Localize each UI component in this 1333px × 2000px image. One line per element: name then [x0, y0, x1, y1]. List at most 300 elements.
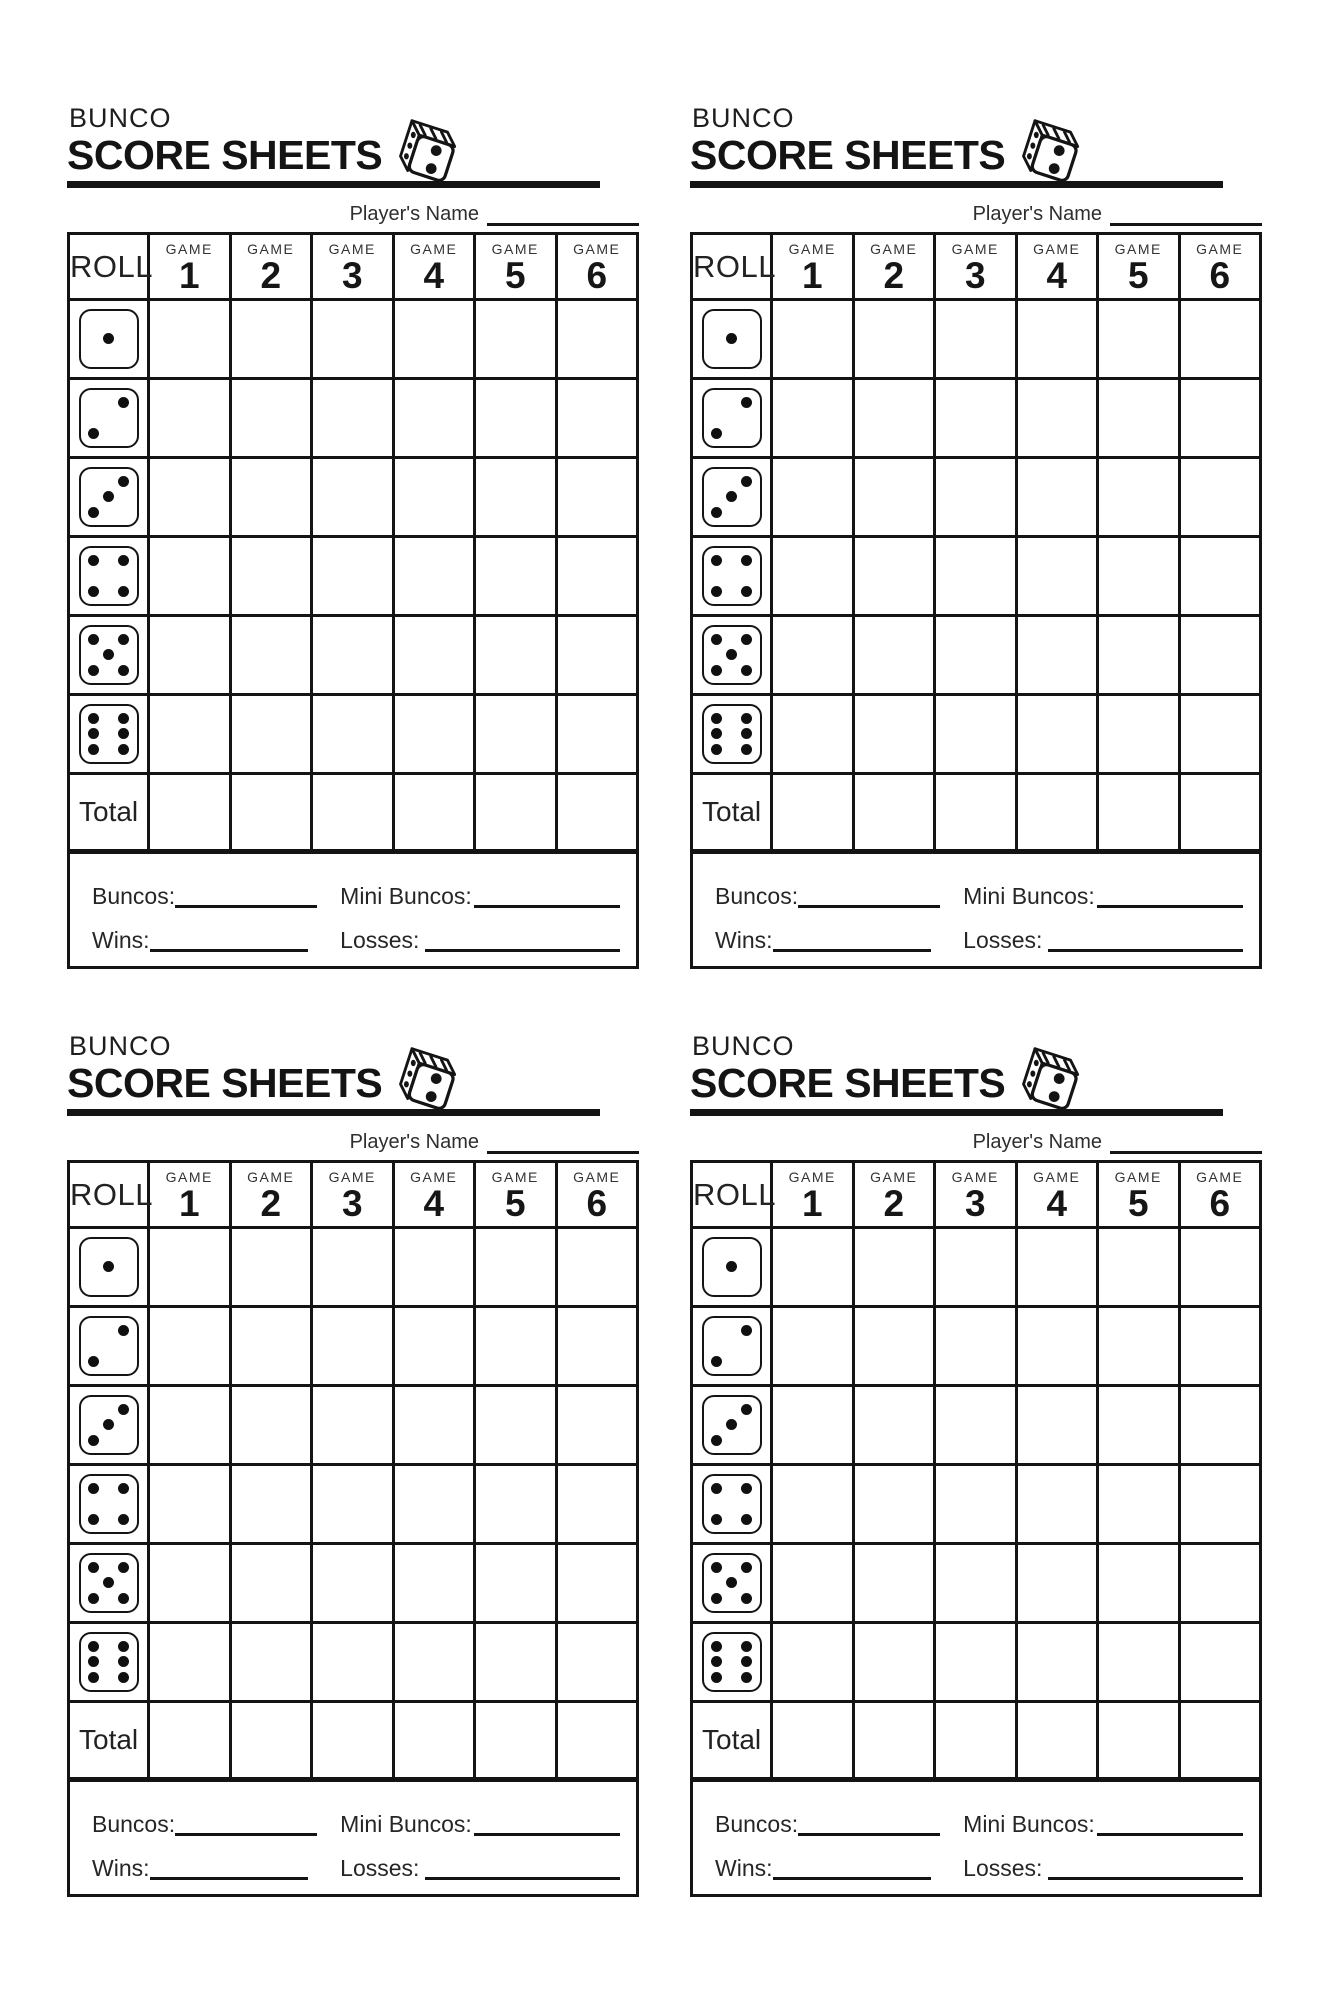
total-cell	[475, 774, 557, 851]
score-cell	[475, 1307, 557, 1386]
players-name-label: Player's Name	[972, 1131, 1102, 1153]
score-cell	[1179, 1465, 1261, 1544]
score-cell	[853, 1544, 935, 1623]
losses-blank-line	[425, 1865, 620, 1880]
score-cell	[556, 537, 638, 616]
die-face-3-icon	[69, 458, 149, 537]
sheet-header	[690, 1032, 1262, 1116]
score-cell	[935, 616, 1017, 695]
page-title: SCORE SHEETS	[67, 132, 383, 178]
score-table	[690, 1160, 1262, 1780]
score-cell	[149, 1544, 231, 1623]
roll-2-row	[69, 1307, 638, 1386]
score-table	[67, 232, 639, 852]
results-box	[690, 1779, 1262, 1897]
title-row	[67, 1060, 639, 1104]
mini-buncos-blank-line	[474, 893, 620, 908]
roll-2-row	[692, 379, 1261, 458]
score-cell	[1016, 616, 1098, 695]
score-table	[690, 232, 1262, 852]
players-name-row	[67, 1130, 639, 1154]
score-cell	[1098, 537, 1180, 616]
score-cell	[1016, 1307, 1098, 1386]
score-cell	[149, 1386, 231, 1465]
die-face-6-icon	[692, 695, 772, 774]
score-cell	[312, 1544, 394, 1623]
roll-5-row	[69, 616, 638, 695]
title-underline	[690, 181, 1223, 188]
score-sheet-top-right	[690, 104, 1262, 969]
results-box	[690, 851, 1262, 969]
score-cell	[1179, 616, 1261, 695]
page-title: SCORE SHEETS	[690, 1060, 1006, 1106]
losses-label: Losses:	[340, 1855, 420, 1882]
roll-1-row	[692, 300, 1261, 379]
losses-label: Losses:	[963, 1855, 1043, 1882]
score-cell	[1098, 695, 1180, 774]
players-name-label: Player's Name	[972, 203, 1102, 225]
total-cell	[149, 1702, 231, 1779]
score-cell	[853, 300, 935, 379]
roll-3-row	[69, 458, 638, 537]
game-5-header: GAME 5	[1098, 1162, 1180, 1228]
wins-label: Wins:	[715, 1855, 773, 1882]
score-cell	[935, 458, 1017, 537]
score-cell	[312, 300, 394, 379]
total-row	[692, 1702, 1261, 1779]
die-face-3-icon	[692, 1386, 772, 1465]
wins-blank-line	[150, 937, 308, 952]
roll-4-row	[692, 537, 1261, 616]
roll-3-row	[69, 1386, 638, 1465]
score-cell	[230, 1544, 312, 1623]
score-cell	[475, 1386, 557, 1465]
score-cell	[772, 1386, 854, 1465]
score-cell	[393, 1386, 475, 1465]
score-cell	[230, 1465, 312, 1544]
die-face-3-icon	[69, 1386, 149, 1465]
score-cell	[149, 1307, 231, 1386]
score-sheet-bottom-right	[690, 1032, 1262, 1897]
score-cell	[475, 616, 557, 695]
score-cell	[149, 458, 231, 537]
game-5-header: GAME 5	[475, 1162, 557, 1228]
game-6-header: GAME 6	[556, 1162, 638, 1228]
buncos-row	[715, 1797, 1243, 1837]
roll-3-row	[692, 458, 1261, 537]
wins-row	[715, 913, 1243, 953]
roll-5-row	[69, 1544, 638, 1623]
die-face-5-icon	[692, 1544, 772, 1623]
score-cell	[935, 300, 1017, 379]
wins-row	[92, 1841, 620, 1881]
score-cell	[230, 1228, 312, 1307]
score-cell	[772, 379, 854, 458]
score-cell	[393, 695, 475, 774]
score-cell	[853, 616, 935, 695]
buncos-blank-line	[175, 893, 317, 908]
die-face-1-icon	[692, 1228, 772, 1307]
score-cell	[230, 458, 312, 537]
total-cell	[393, 774, 475, 851]
players-name-row	[690, 1130, 1262, 1154]
score-cell	[772, 458, 854, 537]
roll-6-row	[692, 695, 1261, 774]
score-cell	[556, 379, 638, 458]
score-cell	[475, 695, 557, 774]
score-cell	[1098, 1307, 1180, 1386]
score-cell	[1098, 458, 1180, 537]
score-cell	[312, 379, 394, 458]
roll-5-row	[692, 1544, 1261, 1623]
score-cell	[230, 379, 312, 458]
score-cell	[230, 300, 312, 379]
score-cell	[1016, 379, 1098, 458]
score-cell	[1016, 1386, 1098, 1465]
score-cell	[1179, 1228, 1261, 1307]
tilted-die-icon	[1011, 114, 1083, 193]
total-cell	[1179, 1702, 1261, 1779]
mini-buncos-label: Mini Buncos:	[963, 1810, 1095, 1837]
title-underline	[690, 1109, 1223, 1116]
score-cell	[1016, 537, 1098, 616]
title-underline	[67, 181, 600, 188]
score-cell	[772, 616, 854, 695]
score-cell	[853, 1623, 935, 1702]
score-cell	[312, 1623, 394, 1702]
die-face-6-icon	[69, 1623, 149, 1702]
score-cell	[312, 695, 394, 774]
score-cell	[935, 379, 1017, 458]
score-cell	[1098, 616, 1180, 695]
score-cell	[853, 1228, 935, 1307]
total-cell	[312, 1702, 394, 1779]
score-cell	[1016, 458, 1098, 537]
game-4-header: GAME 4	[1016, 1162, 1098, 1228]
game-1-header: GAME 1	[772, 234, 854, 300]
score-cell	[1098, 1465, 1180, 1544]
die-face-4-icon	[692, 1465, 772, 1544]
score-cell	[475, 537, 557, 616]
score-cell	[1098, 1386, 1180, 1465]
score-cell	[475, 1228, 557, 1307]
die-face-2-icon	[69, 1307, 149, 1386]
table-header-row	[69, 1162, 638, 1228]
game-1-header: GAME 1	[149, 1162, 231, 1228]
score-cell	[393, 537, 475, 616]
score-cell	[1179, 695, 1261, 774]
score-cell	[393, 616, 475, 695]
mini-buncos-label: Mini Buncos:	[340, 1810, 472, 1837]
score-cell	[1179, 1623, 1261, 1702]
game-2-header: GAME 2	[853, 1162, 935, 1228]
buncos-row	[92, 1797, 620, 1837]
score-cell	[1179, 537, 1261, 616]
score-cell	[772, 1228, 854, 1307]
score-cell	[1179, 1544, 1261, 1623]
score-cell	[772, 1465, 854, 1544]
score-cell	[935, 1386, 1017, 1465]
wins-label: Wins:	[715, 927, 773, 954]
score-cell	[312, 1228, 394, 1307]
score-cell	[556, 1307, 638, 1386]
game-2-header: GAME 2	[230, 1162, 312, 1228]
die-face-2-icon	[692, 1307, 772, 1386]
total-cell	[475, 1702, 557, 1779]
score-cell	[935, 1307, 1017, 1386]
roll-6-row	[692, 1623, 1261, 1702]
results-box	[67, 1779, 639, 1897]
score-cell	[1098, 1623, 1180, 1702]
score-cell	[853, 1386, 935, 1465]
score-cell	[556, 1386, 638, 1465]
score-cell	[772, 537, 854, 616]
mini-buncos-label: Mini Buncos:	[340, 882, 472, 909]
brand-label: BUNCO	[69, 103, 172, 133]
total-cell	[1016, 774, 1098, 851]
die-face-5-icon	[69, 1544, 149, 1623]
score-cell	[935, 695, 1017, 774]
game-3-header: GAME 3	[935, 234, 1017, 300]
score-cell	[312, 458, 394, 537]
score-cell	[556, 458, 638, 537]
game-4-header: GAME 4	[393, 1162, 475, 1228]
score-cell	[475, 300, 557, 379]
game-6-header: GAME 6	[1179, 1162, 1261, 1228]
die-face-1-icon	[69, 1228, 149, 1307]
roll-2-row	[69, 379, 638, 458]
game-5-header: GAME 5	[1098, 234, 1180, 300]
score-cell	[1179, 300, 1261, 379]
total-cell	[853, 774, 935, 851]
title-underline	[67, 1109, 600, 1116]
die-face-5-icon	[69, 616, 149, 695]
wins-label: Wins:	[92, 927, 150, 954]
buncos-blank-line	[798, 893, 940, 908]
score-cell	[772, 1544, 854, 1623]
game-6-header: GAME 6	[1179, 234, 1261, 300]
game-2-header: GAME 2	[230, 234, 312, 300]
table-header-row	[692, 1162, 1261, 1228]
game-2-header: GAME 2	[853, 234, 935, 300]
score-cell	[772, 1307, 854, 1386]
buncos-label: Buncos:	[92, 1810, 176, 1837]
game-3-header: GAME 3	[935, 1162, 1017, 1228]
score-cell	[1179, 1307, 1261, 1386]
score-cell	[935, 1465, 1017, 1544]
die-face-3-icon	[692, 458, 772, 537]
players-name-blank-line	[1110, 205, 1262, 226]
wins-row	[92, 913, 620, 953]
brand-label: BUNCO	[69, 1031, 172, 1061]
score-sheet-top-left	[67, 104, 639, 969]
score-cell	[1098, 379, 1180, 458]
title-row	[67, 132, 639, 176]
die-face-6-icon	[69, 695, 149, 774]
total-label: Total	[692, 774, 772, 851]
score-cell	[1098, 300, 1180, 379]
score-cell	[1098, 1544, 1180, 1623]
total-row	[69, 1702, 638, 1779]
buncos-row	[715, 869, 1243, 909]
buncos-label: Buncos:	[715, 1810, 799, 1837]
die-face-2-icon	[692, 379, 772, 458]
score-cell	[1016, 300, 1098, 379]
title-row	[690, 132, 1262, 176]
losses-blank-line	[1048, 1865, 1243, 1880]
mini-buncos-label: Mini Buncos:	[963, 882, 1095, 909]
total-row	[69, 774, 638, 851]
die-face-4-icon	[69, 537, 149, 616]
score-cell	[556, 300, 638, 379]
score-cell	[1179, 458, 1261, 537]
buncos-row	[92, 869, 620, 909]
score-cell	[853, 379, 935, 458]
game-3-header: GAME 3	[312, 234, 394, 300]
score-cell	[393, 1465, 475, 1544]
total-cell	[935, 1702, 1017, 1779]
players-name-blank-line	[487, 1133, 639, 1154]
brand-label: BUNCO	[692, 1031, 795, 1061]
roll-6-row	[69, 1623, 638, 1702]
roll-1-row	[692, 1228, 1261, 1307]
roll-1-row	[69, 300, 638, 379]
mini-buncos-blank-line	[1097, 893, 1243, 908]
players-name-row	[690, 202, 1262, 226]
tilted-die-icon	[388, 1042, 460, 1121]
score-cell	[1016, 1465, 1098, 1544]
wins-blank-line	[773, 937, 931, 952]
score-cell	[393, 458, 475, 537]
die-face-2-icon	[69, 379, 149, 458]
losses-label: Losses:	[963, 927, 1043, 954]
score-cell	[772, 300, 854, 379]
total-cell	[230, 1702, 312, 1779]
roll-3-row	[692, 1386, 1261, 1465]
game-3-header: GAME 3	[312, 1162, 394, 1228]
wins-blank-line	[773, 1865, 931, 1880]
score-cell	[556, 695, 638, 774]
losses-label: Losses:	[340, 927, 420, 954]
score-cell	[230, 616, 312, 695]
score-cell	[935, 1623, 1017, 1702]
total-cell	[556, 774, 638, 851]
results-box	[67, 851, 639, 969]
score-cell	[230, 695, 312, 774]
score-cell	[1016, 1623, 1098, 1702]
total-cell	[393, 1702, 475, 1779]
roll-header: ROLL	[69, 1162, 149, 1228]
die-face-4-icon	[692, 537, 772, 616]
mini-buncos-blank-line	[1097, 1821, 1243, 1836]
game-4-header: GAME 4	[1016, 234, 1098, 300]
score-cell	[1179, 379, 1261, 458]
buncos-blank-line	[798, 1821, 940, 1836]
score-cell	[393, 1623, 475, 1702]
score-cell	[393, 1228, 475, 1307]
score-cell	[1179, 1386, 1261, 1465]
score-cell	[312, 616, 394, 695]
roll-4-row	[69, 1465, 638, 1544]
score-cell	[393, 1307, 475, 1386]
score-cell	[853, 458, 935, 537]
sheet-header	[690, 104, 1262, 188]
die-face-1-icon	[69, 300, 149, 379]
score-cell	[475, 458, 557, 537]
roll-6-row	[69, 695, 638, 774]
score-cell	[935, 537, 1017, 616]
roll-header: ROLL	[692, 1162, 772, 1228]
losses-blank-line	[1048, 937, 1243, 952]
score-cell	[312, 1307, 394, 1386]
score-cell	[853, 1465, 935, 1544]
score-cell	[556, 1465, 638, 1544]
total-cell	[312, 774, 394, 851]
score-cell	[230, 1623, 312, 1702]
sheet-header	[67, 1032, 639, 1116]
game-6-header: GAME 6	[556, 234, 638, 300]
total-label: Total	[69, 774, 149, 851]
losses-blank-line	[425, 937, 620, 952]
sheet-header	[67, 104, 639, 188]
wins-label: Wins:	[92, 1855, 150, 1882]
players-name-blank-line	[487, 205, 639, 226]
score-cell	[393, 300, 475, 379]
game-5-header: GAME 5	[475, 234, 557, 300]
page-title: SCORE SHEETS	[690, 132, 1006, 178]
score-cell	[772, 695, 854, 774]
score-cell	[230, 1307, 312, 1386]
score-cell	[393, 1544, 475, 1623]
score-cell	[149, 695, 231, 774]
score-cell	[556, 616, 638, 695]
die-face-5-icon	[692, 616, 772, 695]
score-cell	[935, 1544, 1017, 1623]
score-cell	[1016, 695, 1098, 774]
roll-5-row	[692, 616, 1261, 695]
wins-blank-line	[150, 1865, 308, 1880]
brand-label: BUNCO	[692, 103, 795, 133]
score-cell	[475, 379, 557, 458]
score-sheet-bottom-left	[67, 1032, 639, 1897]
wins-row	[715, 1841, 1243, 1881]
score-cell	[230, 537, 312, 616]
score-cell	[1016, 1544, 1098, 1623]
buncos-blank-line	[175, 1821, 317, 1836]
total-label: Total	[69, 1702, 149, 1779]
score-cell	[556, 1623, 638, 1702]
roll-1-row	[69, 1228, 638, 1307]
score-cell	[149, 1623, 231, 1702]
score-cell	[1098, 1228, 1180, 1307]
score-cell	[772, 1623, 854, 1702]
score-cell	[312, 1386, 394, 1465]
score-cell	[475, 1465, 557, 1544]
table-header-row	[69, 234, 638, 300]
total-cell	[1016, 1702, 1098, 1779]
score-cell	[935, 1228, 1017, 1307]
total-cell	[1098, 1702, 1180, 1779]
die-face-1-icon	[692, 300, 772, 379]
total-cell	[772, 1702, 854, 1779]
table-header-row	[692, 234, 1261, 300]
score-cell	[149, 1228, 231, 1307]
score-cell	[556, 1544, 638, 1623]
die-face-6-icon	[692, 1623, 772, 1702]
score-cell	[393, 379, 475, 458]
mini-buncos-blank-line	[474, 1821, 620, 1836]
roll-4-row	[69, 537, 638, 616]
